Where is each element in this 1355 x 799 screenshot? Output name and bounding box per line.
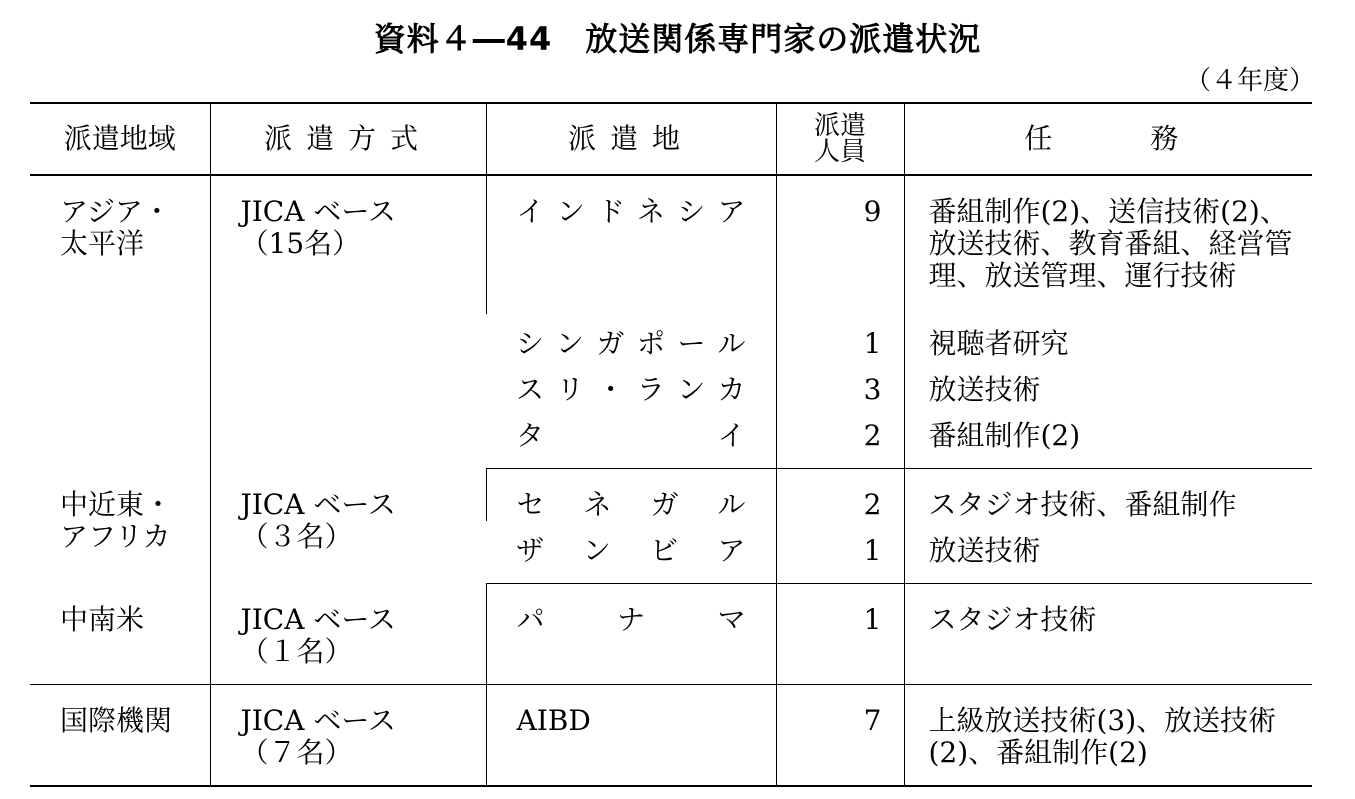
method-cell [210, 584, 486, 685]
method-label: JICA ベース（７名） [240, 703, 396, 769]
destination-cell: AIBD [486, 684, 776, 786]
table-row [30, 175, 1312, 314]
header-destination: 派遣地 [486, 103, 776, 175]
duty-cell: スタジオ技術、番組制作 [904, 469, 1312, 522]
region-cell [30, 584, 210, 685]
count-cell: 2 [776, 469, 904, 522]
duty-cell: 放送技術 [904, 360, 1312, 406]
destination-cell: シンガポール [516, 327, 746, 360]
region-cell [30, 469, 210, 584]
duty-cell: 番組制作(2) [904, 406, 1312, 469]
document-title: 資料４―44 放送関係専門家の派遣状況 [373, 20, 982, 58]
region-label: 国際機関 [60, 703, 173, 737]
region-cell [30, 175, 210, 469]
count-cell: 3 [776, 360, 904, 406]
table-row [30, 469, 1312, 522]
destination-cell: スリ・ランカ [516, 373, 746, 406]
method-cell [210, 684, 486, 786]
region-label: アジア・太平洋 [60, 195, 171, 260]
group-middle-east-africa [30, 469, 1312, 584]
destination-cell: ザンビア [486, 521, 776, 584]
count-cell: 9 [776, 175, 904, 314]
count-cell: 2 [776, 406, 904, 469]
duty-cell: スタジオ技術 [904, 584, 1312, 685]
method-label: JICA ベース（３名） [240, 487, 396, 553]
destination-cell: タイ [486, 406, 776, 469]
dispatch-table [30, 102, 1312, 787]
count-cell: 1 [776, 314, 904, 360]
table-row [30, 684, 1312, 786]
count-cell: 1 [776, 584, 904, 685]
header-row [30, 103, 1312, 175]
region-cell [30, 684, 210, 786]
group-asia-pacific [30, 175, 1312, 469]
method-label: JICA ベース（15名） [240, 195, 396, 260]
header-count: 派遣人員 [776, 103, 904, 175]
duty-cell: 視聴者研究 [904, 314, 1312, 360]
destination-cell: セネガル [486, 469, 776, 522]
duty-cell: 放送技術 [904, 521, 1312, 584]
header-method: 派遣方式 [210, 103, 486, 175]
destination-cell: パナマ [486, 584, 776, 685]
duty-cell: 番組制作(2)、送信技術(2)、放送技術、教育番組、経営管理、放送管理、運行技術 [904, 175, 1312, 314]
duty-cell: 上級放送技術(3)、放送技術(2)、番組制作(2) [904, 684, 1312, 786]
header-duty: 任 務 [904, 103, 1312, 175]
region-label: 中南米 [60, 602, 145, 636]
count-cell: 1 [776, 521, 904, 584]
destination-cell: インドネシア [486, 175, 776, 314]
table-row [30, 584, 1312, 685]
group-international-organization [30, 684, 1312, 786]
header-region: 派遣地域 [30, 103, 210, 175]
method-cell [210, 175, 486, 469]
count-cell: 7 [776, 684, 904, 786]
group-latin-america [30, 584, 1312, 685]
region-label: 中近東・アフリカ [60, 487, 173, 553]
method-cell [210, 469, 486, 584]
fiscal-year-label: （４年度） [1184, 66, 1315, 96]
method-label: JICA ベース（１名） [240, 602, 396, 668]
